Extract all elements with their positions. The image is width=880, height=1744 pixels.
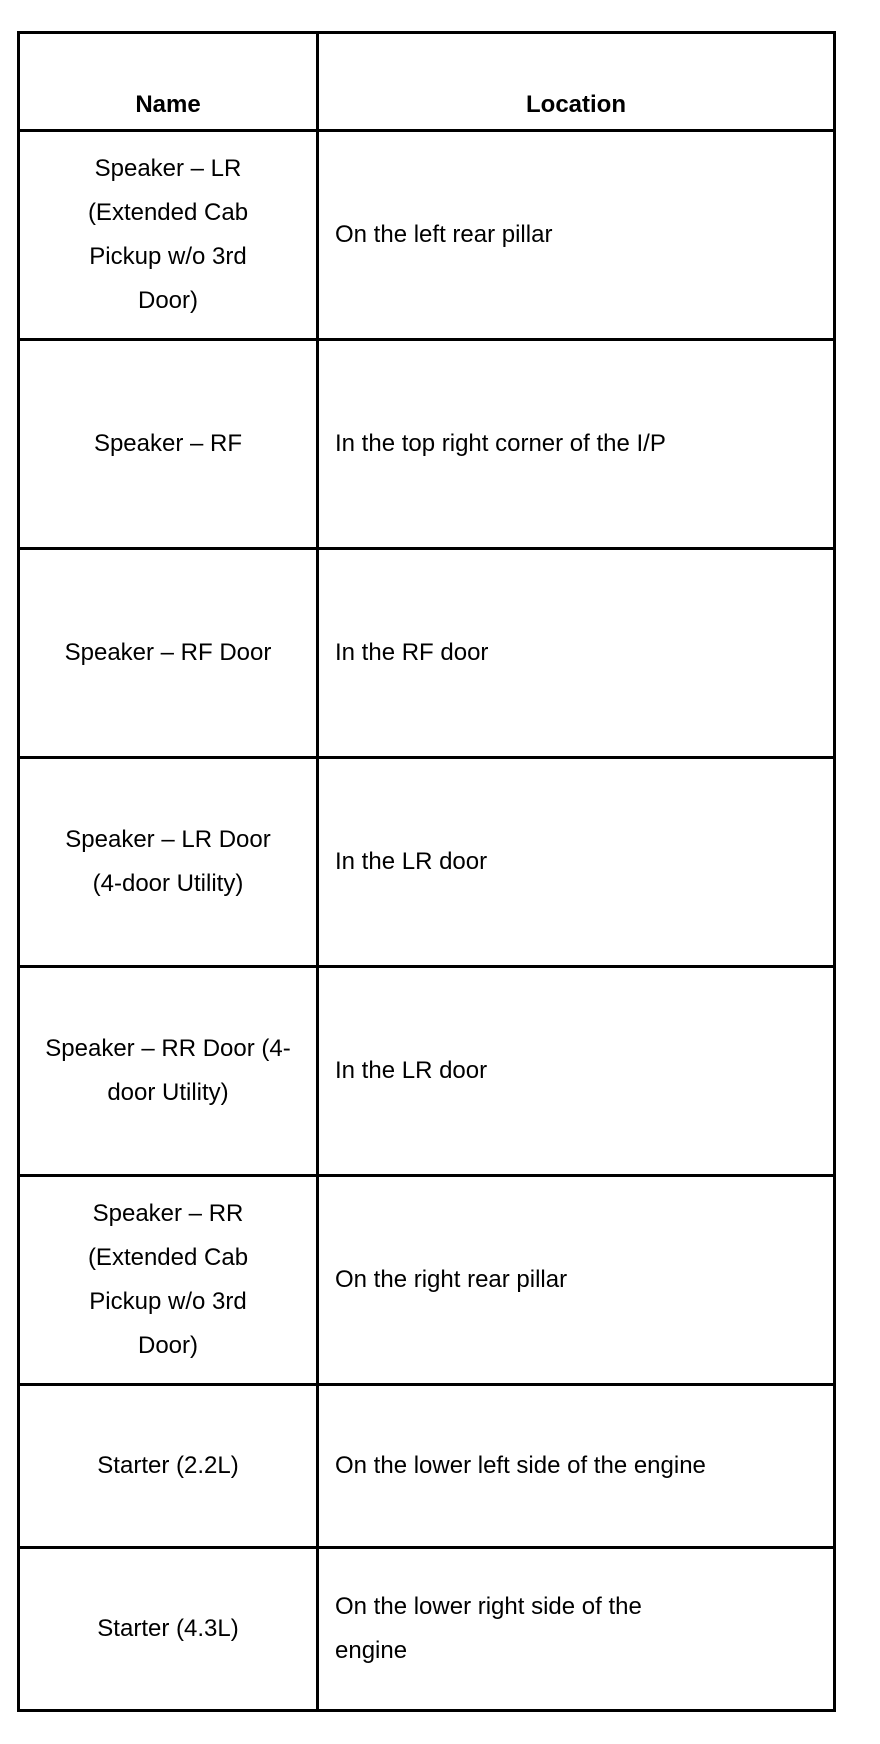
location-cell [318, 340, 835, 549]
location-cell [318, 1385, 835, 1548]
location-cell [318, 549, 835, 758]
name-cell [19, 1176, 318, 1385]
component-location: In the top right corner of the I/P [335, 430, 666, 457]
location-cell [318, 131, 835, 340]
name-cell [19, 1548, 318, 1711]
component-name: Speaker – RR Door (4-door Utility) [45, 1035, 291, 1106]
location-cell [318, 758, 835, 967]
component-name: Speaker – RF [93, 430, 243, 457]
component-location-table-wrapper [17, 31, 836, 1712]
location-cell [318, 1548, 835, 1711]
component-name: Starter (2.2L) [97, 1452, 239, 1479]
component-location: On the left rear pillar [335, 221, 553, 248]
table-row [19, 1176, 835, 1385]
table-row [19, 1385, 835, 1548]
component-name: Speaker – RR (Extended Cab Pickup w/o 3rd Door) [87, 1200, 249, 1359]
table-row [19, 1548, 835, 1711]
table-row [19, 549, 835, 758]
component-location-table [17, 31, 836, 1712]
name-column-header: Name [19, 33, 318, 131]
header-row [19, 33, 835, 131]
name-cell [19, 340, 318, 549]
component-location: In the LR door [335, 848, 488, 875]
name-cell [19, 549, 318, 758]
component-location: In the LR door [335, 1057, 488, 1084]
component-name: Speaker – LR Door (4-door Utility) [65, 826, 271, 897]
location-cell [318, 967, 835, 1176]
component-name: Speaker – LR (Extended Cab Pickup w/o 3rd Door) [87, 155, 249, 314]
table-row [19, 340, 835, 549]
component-location: In the RF door [335, 639, 489, 666]
location-cell [318, 1176, 835, 1385]
name-cell [19, 131, 318, 340]
table-row [19, 967, 835, 1176]
name-cell [19, 967, 318, 1176]
component-location: On the lower left side of the engine [335, 1452, 706, 1479]
table-row [19, 131, 835, 340]
location-column-header: Location [318, 33, 835, 131]
name-cell [19, 758, 318, 967]
name-cell [19, 1385, 318, 1548]
component-name: Starter (4.3L) [97, 1615, 239, 1642]
table-row [19, 758, 835, 967]
component-location: On the lower right side of the engine [335, 1593, 642, 1664]
component-location: On the right rear pillar [335, 1266, 568, 1293]
component-name: Speaker – RF Door [64, 639, 272, 666]
